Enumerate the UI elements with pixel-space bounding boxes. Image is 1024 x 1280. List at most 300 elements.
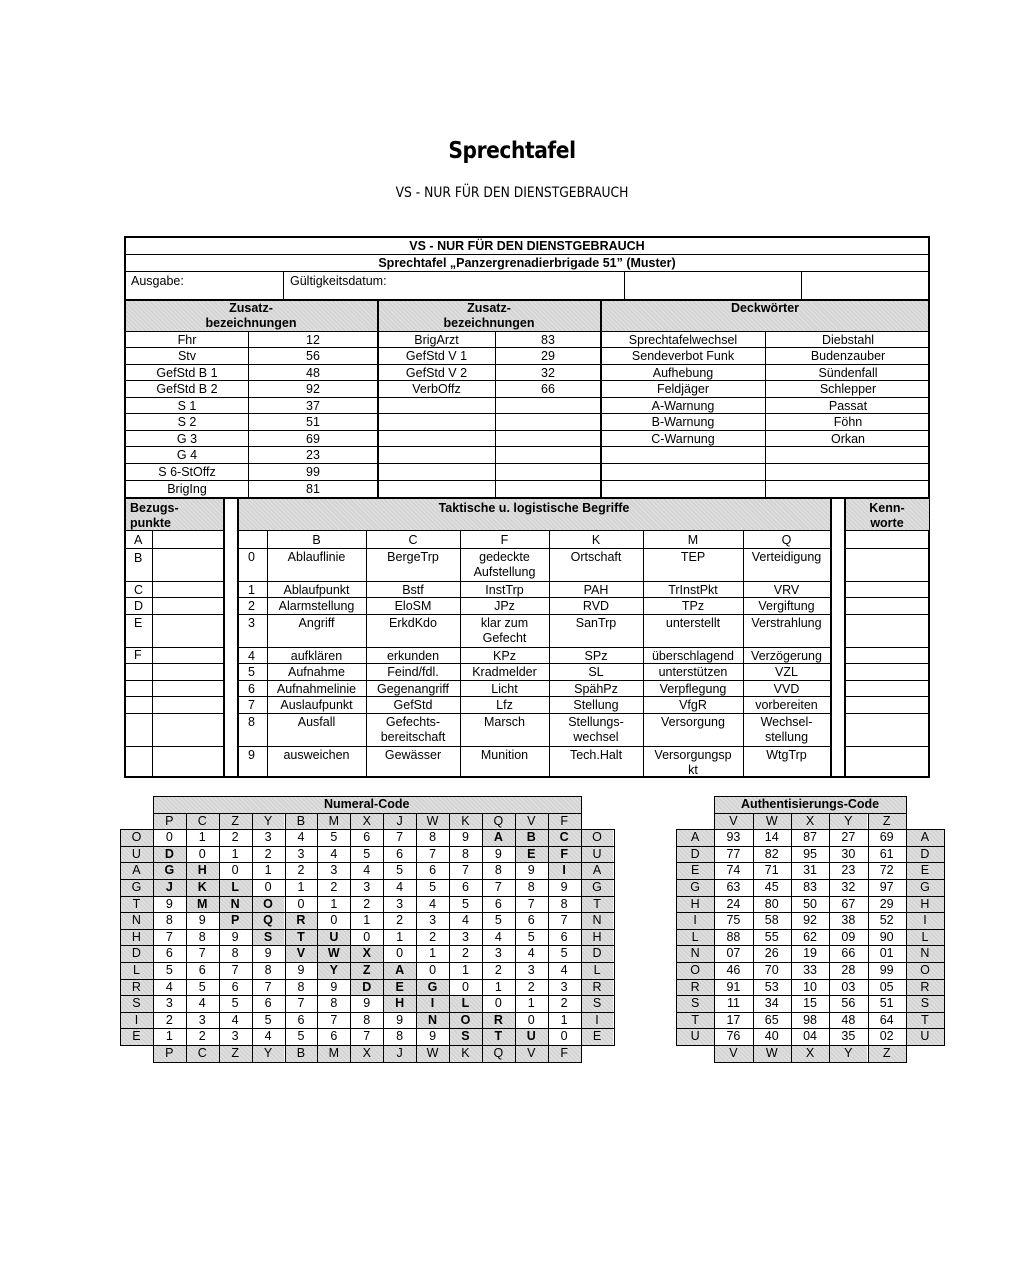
code-cell: F <box>560 846 568 861</box>
code-cell: 7 <box>429 846 437 861</box>
code-cell: 8 <box>198 929 206 944</box>
code-column-letter: P <box>165 813 174 828</box>
code-cell: 23 <box>841 863 856 878</box>
grid-line-h <box>844 696 930 697</box>
code-cell: I <box>562 863 566 878</box>
deckwort-word: Sündenfall <box>818 366 878 380</box>
code-row-letter: D <box>592 946 602 961</box>
code-cell: 8 <box>165 913 173 928</box>
code-row-letter: O <box>592 830 602 845</box>
deckwort-meaning: C-Warnung <box>651 432 715 446</box>
tactical-term: Lfz <box>496 698 513 712</box>
zusatz-name: G 3 <box>176 432 198 446</box>
grid-line-h <box>237 746 830 747</box>
code-row-letter: N <box>592 913 602 928</box>
tactical-term: SanTrp <box>575 616 617 630</box>
code-cell: 1 <box>527 996 535 1011</box>
zusatz-code: 51 <box>306 415 320 429</box>
code-column-letter: X <box>362 813 371 828</box>
code-cell: 1 <box>461 963 469 977</box>
grid-line-h <box>124 380 930 381</box>
code-cell: Q <box>263 913 273 928</box>
tactical-term: Bstf <box>402 583 424 597</box>
code-cell: 2 <box>264 846 272 861</box>
row-number: 9 <box>248 748 255 762</box>
code-column-letter: V <box>729 1046 738 1060</box>
code-cell: 93 <box>726 830 741 845</box>
code-cell: 70 <box>764 963 779 977</box>
code-cell: 64 <box>879 1012 894 1027</box>
code-row-letter: N <box>690 946 700 961</box>
code-cell: 35 <box>841 1029 856 1044</box>
deckwort-meaning: B-Warnung <box>651 415 715 429</box>
code-column-letter: Y <box>263 813 273 828</box>
grid-line-v <box>944 829 945 1046</box>
code-column-letter: V <box>527 813 536 828</box>
grid-line-h <box>124 696 223 697</box>
zusatz-code: 99 <box>306 465 320 479</box>
code-row-letter: T <box>691 1012 699 1027</box>
grid-line-h <box>124 746 223 747</box>
code-cell: 8 <box>330 996 338 1011</box>
grid-line-h <box>124 364 930 365</box>
zusatz-name: Fhr <box>177 333 197 347</box>
code-cell: R <box>493 1012 503 1027</box>
code-cell: 7 <box>396 830 404 845</box>
tactical-term: TPz <box>681 599 705 613</box>
code-cell: 5 <box>264 1012 272 1027</box>
deckwort-meaning: Sprechtafelwechsel <box>628 333 738 347</box>
gueltigkeitsdatum-label: Gültigkeitsdatum: <box>290 274 387 288</box>
code-row-letter: N <box>131 913 141 928</box>
code-cell: 3 <box>363 880 371 894</box>
zusatz-name: GefStd V 1 <box>405 349 468 363</box>
tactical-term: VfgR <box>679 698 707 712</box>
kenn-header: Kenn- <box>869 501 905 515</box>
code-row-letter: O <box>920 963 930 977</box>
code-column-letter: K <box>461 813 470 828</box>
code-row-letter: G <box>592 880 602 894</box>
code-cell: 5 <box>494 913 502 928</box>
code-column-letter: Z <box>231 1046 239 1060</box>
code-cell: 7 <box>198 946 206 961</box>
grid-line-h <box>237 614 830 615</box>
zusatz-code: 69 <box>306 432 320 446</box>
code-title: Authentisierungs-Code <box>740 797 880 811</box>
grid-line-h <box>124 597 223 598</box>
row-number: 3 <box>248 616 255 630</box>
code-row-letter: T <box>593 896 601 911</box>
code-cell: A <box>395 963 405 977</box>
grid-line-h <box>237 548 830 549</box>
deckwort-word: Budenzauber <box>810 349 886 363</box>
code-cell: 0 <box>461 979 469 994</box>
code-cell: 9 <box>461 830 469 845</box>
tactical-term: Stellungs- wechsel <box>568 715 624 744</box>
grid-line-h <box>124 413 930 414</box>
code-cell: 6 <box>429 863 437 878</box>
ausgabe-label: Ausgabe: <box>131 274 184 288</box>
code-cell: 1 <box>330 896 338 911</box>
code-cell: 6 <box>396 846 404 861</box>
deckwort-word: Orkan <box>830 432 866 446</box>
code-row-letter: H <box>592 929 602 944</box>
code-row-letter: L <box>132 963 140 977</box>
bezugspunkt-letter: A <box>134 533 143 547</box>
zusatz-name: VerbOffz <box>412 382 461 396</box>
code-cell: 6 <box>231 979 239 994</box>
code-cell: 8 <box>429 830 437 845</box>
zusatz-code: 92 <box>306 382 320 396</box>
code-column-letter: Z <box>882 1046 891 1060</box>
code-cell: 4 <box>264 1029 272 1044</box>
code-cell: 9 <box>330 979 338 994</box>
code-cell: 02 <box>879 1029 894 1044</box>
grid-line-h <box>124 463 930 464</box>
grid-line-h <box>124 397 930 398</box>
tactical-term: Ablaufpunkt <box>283 583 350 597</box>
zusatz-code: 12 <box>306 333 320 347</box>
code-column-letter: V <box>527 1046 536 1060</box>
zusatz-name: GefStd V 2 <box>405 366 468 380</box>
tactical-term: BergeTrp <box>387 550 439 564</box>
code-cell: 4 <box>494 929 502 944</box>
code-cell: 97 <box>879 880 894 894</box>
code-cell: 33 <box>803 963 817 977</box>
code-row-letter: L <box>593 963 601 977</box>
code-cell: L <box>461 996 470 1011</box>
code-cell: 5 <box>560 946 568 961</box>
code-cell: 4 <box>198 996 206 1011</box>
code-cell: G <box>164 863 175 878</box>
bezugs-header: Bezugs- <box>130 501 179 515</box>
tactical-term: überschlagend <box>651 649 734 663</box>
code-row-letter: G <box>131 880 142 894</box>
grid-line-h <box>237 680 830 681</box>
code-cell: 6 <box>494 896 502 911</box>
code-row-letter: U <box>690 1029 700 1044</box>
code-cell: 72 <box>879 863 894 878</box>
code-cell: 99 <box>879 963 894 977</box>
code-row-letter: A <box>132 863 141 878</box>
grid-line-h <box>124 614 223 615</box>
tactical-term: Feind/fdl. <box>387 665 439 679</box>
code-row-letter: H <box>690 896 700 911</box>
code-cell: 6 <box>560 929 568 944</box>
code-row-letter: N <box>920 946 930 961</box>
code-column-letter: J <box>396 813 403 828</box>
tactical-term: Versorgungsp kt <box>654 748 732 777</box>
grid-line-h <box>237 530 830 531</box>
code-row-letter: T <box>132 896 141 911</box>
code-cell: 4 <box>560 963 568 977</box>
column-letter: C <box>408 533 418 547</box>
row-number: 5 <box>248 665 255 679</box>
grid-line-v <box>830 499 832 778</box>
tactical-term: Angriff <box>298 616 335 630</box>
code-cell: 71 <box>764 863 779 878</box>
code-cell: 9 <box>264 946 272 961</box>
code-cell: 3 <box>527 963 535 977</box>
column-letter: K <box>591 533 601 547</box>
code-cell: 1 <box>363 913 371 928</box>
bezugspunkt-letter: B <box>134 551 143 565</box>
code-cell: 0 <box>363 929 371 944</box>
code-column-letter: B <box>296 813 306 828</box>
grid-line-h <box>124 446 930 447</box>
zusatz-code: 29 <box>541 349 555 363</box>
row-number: 1 <box>248 583 255 597</box>
tactical-term: Gefechts- bereitschaft <box>380 715 446 744</box>
code-cell: 1 <box>396 929 404 944</box>
code-cell: 69 <box>879 830 894 845</box>
code-cell: 3 <box>297 846 305 861</box>
code-row-letter: I <box>693 913 697 928</box>
column-letter: F <box>500 533 509 547</box>
code-column-letter: B <box>296 1046 306 1060</box>
grid-line-h <box>844 663 930 664</box>
code-cell: E <box>527 846 536 861</box>
tactical-term: Verpflegung <box>659 682 727 696</box>
code-cell: 26 <box>764 946 779 961</box>
code-cell: O <box>263 896 273 911</box>
code-cell: 50 <box>803 896 817 911</box>
tactical-term: Verteidigung <box>751 550 822 564</box>
code-cell: D <box>362 979 372 994</box>
code-cell: 30 <box>841 846 856 861</box>
code-cell: 1 <box>494 979 502 994</box>
code-row-letter: H <box>131 929 141 944</box>
row-number: 6 <box>248 682 255 696</box>
grid-line-h <box>844 548 930 549</box>
zusatz-header-2: Zusatz- <box>467 301 511 315</box>
code-column-letter: K <box>461 1046 470 1060</box>
code-row-letter: G <box>690 880 701 894</box>
code-cell: 61 <box>879 846 894 861</box>
code-row-letter: O <box>690 963 701 977</box>
code-cell: 5 <box>363 846 371 861</box>
code-cell: 52 <box>879 913 894 928</box>
code-row-letter: R <box>131 979 141 994</box>
code-cell: 3 <box>396 896 404 911</box>
code-column-letter: Y <box>844 1046 853 1060</box>
code-cell: 2 <box>363 896 371 911</box>
code-cell: C <box>559 830 569 845</box>
grid-line-h <box>124 548 223 549</box>
code-cell: 19 <box>803 946 817 961</box>
code-cell: 4 <box>330 846 338 861</box>
bezugspunkt-letter: F <box>134 648 142 662</box>
code-column-letter: X <box>805 1046 815 1060</box>
code-cell: 2 <box>429 929 437 944</box>
code-row-letter: D <box>920 846 930 861</box>
code-title: Numeral-Code <box>324 797 410 811</box>
code-cell: 0 <box>527 1012 535 1027</box>
code-cell: 55 <box>764 929 779 944</box>
code-cell: 32 <box>841 880 856 894</box>
code-cell: B <box>526 830 536 845</box>
code-cell: 7 <box>494 880 502 894</box>
code-cell: 0 <box>494 996 502 1011</box>
code-cell: 15 <box>803 996 817 1011</box>
tactical-term: Munition <box>480 748 529 762</box>
tactical-term: GefStd <box>393 698 433 712</box>
code-column-letter: Y <box>263 1046 273 1060</box>
zusatz-name: G 4 <box>176 448 198 462</box>
tactical-term: gedeckte Aufstellung <box>473 550 536 579</box>
code-cell: 4 <box>396 880 404 894</box>
tactical-term: Versorgung <box>661 715 725 729</box>
code-cell: 3 <box>198 1012 206 1027</box>
code-cell: 46 <box>726 963 741 977</box>
code-cell: 4 <box>527 946 535 961</box>
classification-subtitle: VS - NUR FÜR DEN DIENSTGEBRAUCH <box>395 185 629 201</box>
code-row-letter: S <box>592 996 602 1011</box>
zusatz-code: 48 <box>306 366 320 380</box>
tactical-term: unterstellt <box>665 616 721 630</box>
code-row-letter: I <box>595 1012 599 1027</box>
code-row-letter: S <box>690 996 700 1011</box>
code-column-letter: F <box>560 1046 568 1060</box>
tactical-term: VRV <box>773 583 800 597</box>
grid-line-h <box>124 581 223 582</box>
code-row-letter: H <box>920 896 930 911</box>
kenn-header-b: worte <box>870 516 904 530</box>
code-cell: 4 <box>363 863 371 878</box>
zusatz-code: 37 <box>306 399 320 413</box>
grid-line-h <box>124 271 930 272</box>
code-cell: 53 <box>764 979 779 994</box>
zusatz-code: 83 <box>541 333 555 347</box>
code-cell: 8 <box>560 896 568 911</box>
zusatz-code: 23 <box>306 448 320 462</box>
code-cell: 6 <box>264 996 272 1011</box>
code-cell: 58 <box>764 913 779 928</box>
grid-line-h <box>124 713 223 714</box>
code-cell: 98 <box>803 1012 817 1027</box>
code-cell: X <box>362 946 371 961</box>
code-cell: 83 <box>803 880 817 894</box>
code-cell: 66 <box>841 946 856 961</box>
zusatz-header-1: Zusatz- <box>229 301 273 315</box>
code-row-letter: U <box>131 846 141 861</box>
grid-line-h <box>153 1062 582 1063</box>
code-cell: 2 <box>560 996 568 1011</box>
grid-line-h <box>844 746 930 747</box>
tactical-term: ErkdKdo <box>389 616 437 630</box>
code-column-letter: C <box>197 1046 207 1060</box>
code-cell: 2 <box>297 863 305 878</box>
zusatz-name: GefStd B 2 <box>156 382 218 396</box>
grid-line-h <box>844 614 930 615</box>
grid-line-v <box>377 300 379 499</box>
code-cell: 6 <box>363 830 371 845</box>
zusatz-name: GefStd B 1 <box>156 366 218 380</box>
page-title: Sprechtafel <box>448 138 576 164</box>
code-cell: T <box>297 929 305 944</box>
code-cell: 2 <box>198 1029 206 1044</box>
code-row-letter: R <box>690 979 700 994</box>
tactical-term: erkunden <box>386 649 440 663</box>
code-row-letter: R <box>592 979 602 994</box>
code-cell: 4 <box>429 896 437 911</box>
tactical-term: EloSM <box>394 599 432 613</box>
code-cell: O <box>460 1012 471 1027</box>
zusatz-code: 32 <box>541 366 555 380</box>
code-cell: 7 <box>264 979 272 994</box>
code-cell: 2 <box>396 913 404 928</box>
code-column-letter: Z <box>231 813 239 828</box>
code-cell: 3 <box>560 979 568 994</box>
tactical-term: Vergiftung <box>758 599 815 613</box>
code-cell: 0 <box>231 863 239 878</box>
code-cell: 1 <box>264 863 272 878</box>
code-cell: 8 <box>494 863 502 878</box>
row-number: 8 <box>248 715 255 729</box>
code-row-letter: I <box>134 1012 139 1027</box>
code-cell: 7 <box>165 929 173 944</box>
code-cell: U <box>526 1029 536 1044</box>
tactical-term: Verzögerung <box>751 649 822 663</box>
code-cell: 8 <box>461 846 469 861</box>
tactical-term: vorbereiten <box>755 698 818 712</box>
tactical-term: Gewässer <box>384 748 442 762</box>
grid-line-h <box>844 713 930 714</box>
grid-line-v <box>283 271 284 300</box>
grid-line-h <box>124 347 930 348</box>
grid-line-h <box>237 713 830 714</box>
code-cell: R <box>296 913 306 928</box>
code-cell: S <box>461 1029 470 1044</box>
code-column-letter: F <box>560 813 568 828</box>
zusatz-code: 81 <box>306 482 320 496</box>
code-cell: V <box>296 946 306 961</box>
code-cell: 8 <box>396 1029 404 1044</box>
zusatz-name: S 1 <box>177 399 197 413</box>
tactical-term: RVD <box>582 599 610 613</box>
code-cell: 0 <box>560 1029 568 1044</box>
zusatz-name: BrigIng <box>167 482 207 496</box>
tactical-term: aufklären <box>290 649 343 663</box>
code-cell: 40 <box>764 1029 779 1044</box>
code-cell: 0 <box>429 963 437 977</box>
grid-line-h <box>844 647 930 648</box>
code-cell: 9 <box>527 863 535 878</box>
code-cell: 0 <box>297 896 305 911</box>
code-cell: 9 <box>396 1012 404 1027</box>
code-cell: 0 <box>396 946 404 961</box>
tactical-term: Gegenangriff <box>376 682 450 696</box>
code-cell: I <box>430 996 435 1011</box>
code-cell: 17 <box>726 1012 741 1027</box>
column-letter: B <box>312 533 321 547</box>
code-cell: 9 <box>165 896 173 911</box>
code-cell: S <box>263 929 273 944</box>
deckwort-word: Diebstahl <box>821 333 875 347</box>
code-column-letter: W <box>765 1046 778 1060</box>
code-cell: 14 <box>764 830 779 845</box>
code-cell: 6 <box>198 963 206 977</box>
code-cell: 9 <box>198 913 206 928</box>
code-cell: 04 <box>803 1029 817 1044</box>
code-cell: 95 <box>803 846 817 861</box>
code-cell: 5 <box>297 1029 305 1044</box>
column-letter: M <box>687 533 699 547</box>
code-cell: N <box>428 1012 438 1027</box>
grid-line-v <box>801 271 802 300</box>
code-cell: 65 <box>764 1012 779 1027</box>
code-column-letter: W <box>426 813 439 828</box>
